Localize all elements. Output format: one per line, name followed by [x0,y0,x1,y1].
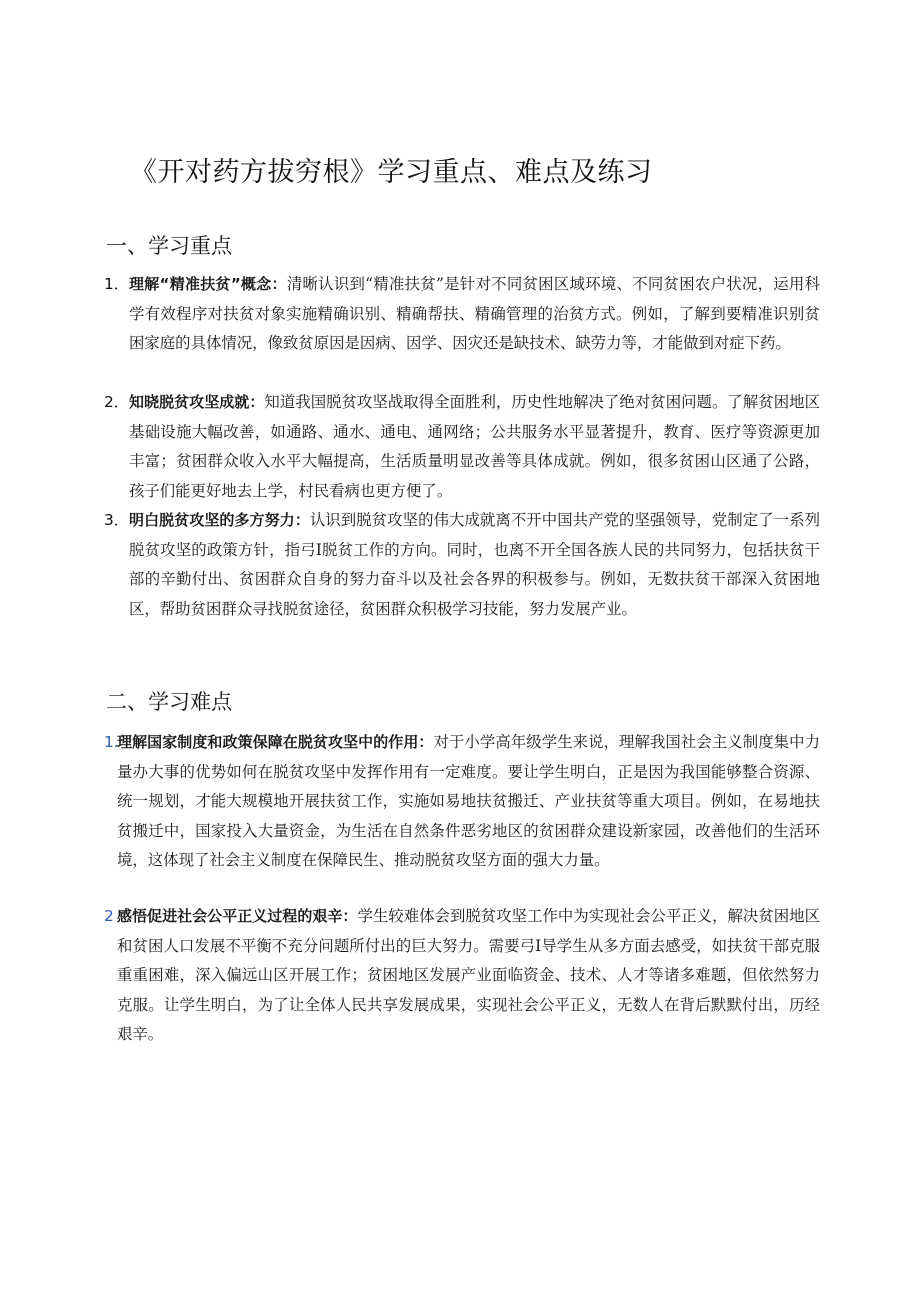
item-text: 学生较难体会到脱贫攻坚工作中为实现社会公平正义，解决贫困地区和贫困人口发展不平衡不充分问题所付出的巨大努力。需要弓I导学生从多方面去感受，如扶贫干部克服重重困难，深入偏远山区开展工作；贫困地区发展产业面临资金、技术、人才等诸多难题，但依然努力克服。让学生明白，为了让全体人民共享发展成果，实现社会公平正义，无数人在背后默默付出，历经艰辛。 [117,907,820,1043]
item-number: 3． [104,511,130,529]
list-item-difficulty-2 [104,902,820,1050]
item-text: 知道我国脱贫攻坚战取得全面胜利，历史性地解决了绝对贫困问题。了解贫困地区基础设施大幅改善，如通路、通水、通电、通网络；公共服务水平显著提升，教育、医疗等资源更加丰富；贫困群众收入水平大幅提高，生活质量明显改善等具体成就。例如，很多贫困山区通了公路，孩子们能更好地去上学，村民看病也更方便了。 [129,393,820,500]
item-body [129,388,820,506]
section-heading-difficulties: 二、学习难点 [106,690,232,714]
section-heading-key-points: 一、学习重点 [106,234,232,258]
item-number: 2． [104,393,130,411]
item-number: 1. [104,733,119,751]
page-title: 《开对药方拔穷根》学习重点、难点及练习 [130,157,653,188]
item-number: 1． [104,275,130,293]
item-body [129,506,820,624]
item-lead: 知晓脱贫攻坚成就： [129,393,265,411]
item-lead: 理解国家制度和政策保障在脱贫攻坚中的作用： [117,733,434,751]
item-text: 清晰认识到“精准扶贫”是针对不同贫困区域环境、不同贫困农户状况，运用科学有效程序对扶贫对象实施精确识别、精确帮扶、精确管理的治贫方式。例如，了解到要精准识别贫困家庭的具体情况，像致贫原因是因病、因学、因灾还是缺技术、缺劳力等，才能做到对症下药。 [129,275,820,352]
item-body [117,902,820,1050]
item-body [117,728,820,876]
item-lead: 明白脱贫攻坚的多方努力： [129,511,310,529]
item-text: 对于小学高年级学生来说，理解我国社会主义制度集中力量办大事的优势如何在脱贫攻坚中发挥作用有一定难度。要让学生明白，正是因为我国能够整合资源、统一规划，才能大规模地开展扶贫工作，实施如易地扶贫搬迁、产业扶贫等重大项目。例如，在易地扶贫搬迁中，国家投入大量资金，为生活在自然条件恶劣地区的贫困群众建设新家园，改善他们的生活环境，这体现了社会主义制度在保障民生、推动脱贫攻坚方面的强大力量。 [117,733,820,869]
item-body [129,270,820,359]
list-item-key-point-2 [104,388,820,506]
item-text: 认识到脱贫攻坚的伟大成就离不开中国共产党的坚强领导，党制定了一系列脱贫攻坚的政策方针，指弓I脱贫工作的方向。同时，也离不开全国各族人民的共同努力，包括扶贫干部的辛勤付出、贫困群众自身的努力奋斗以及社会各界的积极参与。例如，无数扶贫干部深入贫困地区，帮助贫困群众寻找脱贫途径，贫困群众积极学习技能，努力发展产业。 [129,511,820,618]
list-item-key-point-3 [104,506,820,624]
list-item-difficulty-1 [104,728,820,876]
list-item-key-point-1 [104,270,820,359]
item-lead: 理解“精准扶贫”概念： [129,275,287,293]
item-lead: 感悟促进社会公平正义过程的艰辛： [117,907,358,925]
item-number: 2 [104,907,114,925]
